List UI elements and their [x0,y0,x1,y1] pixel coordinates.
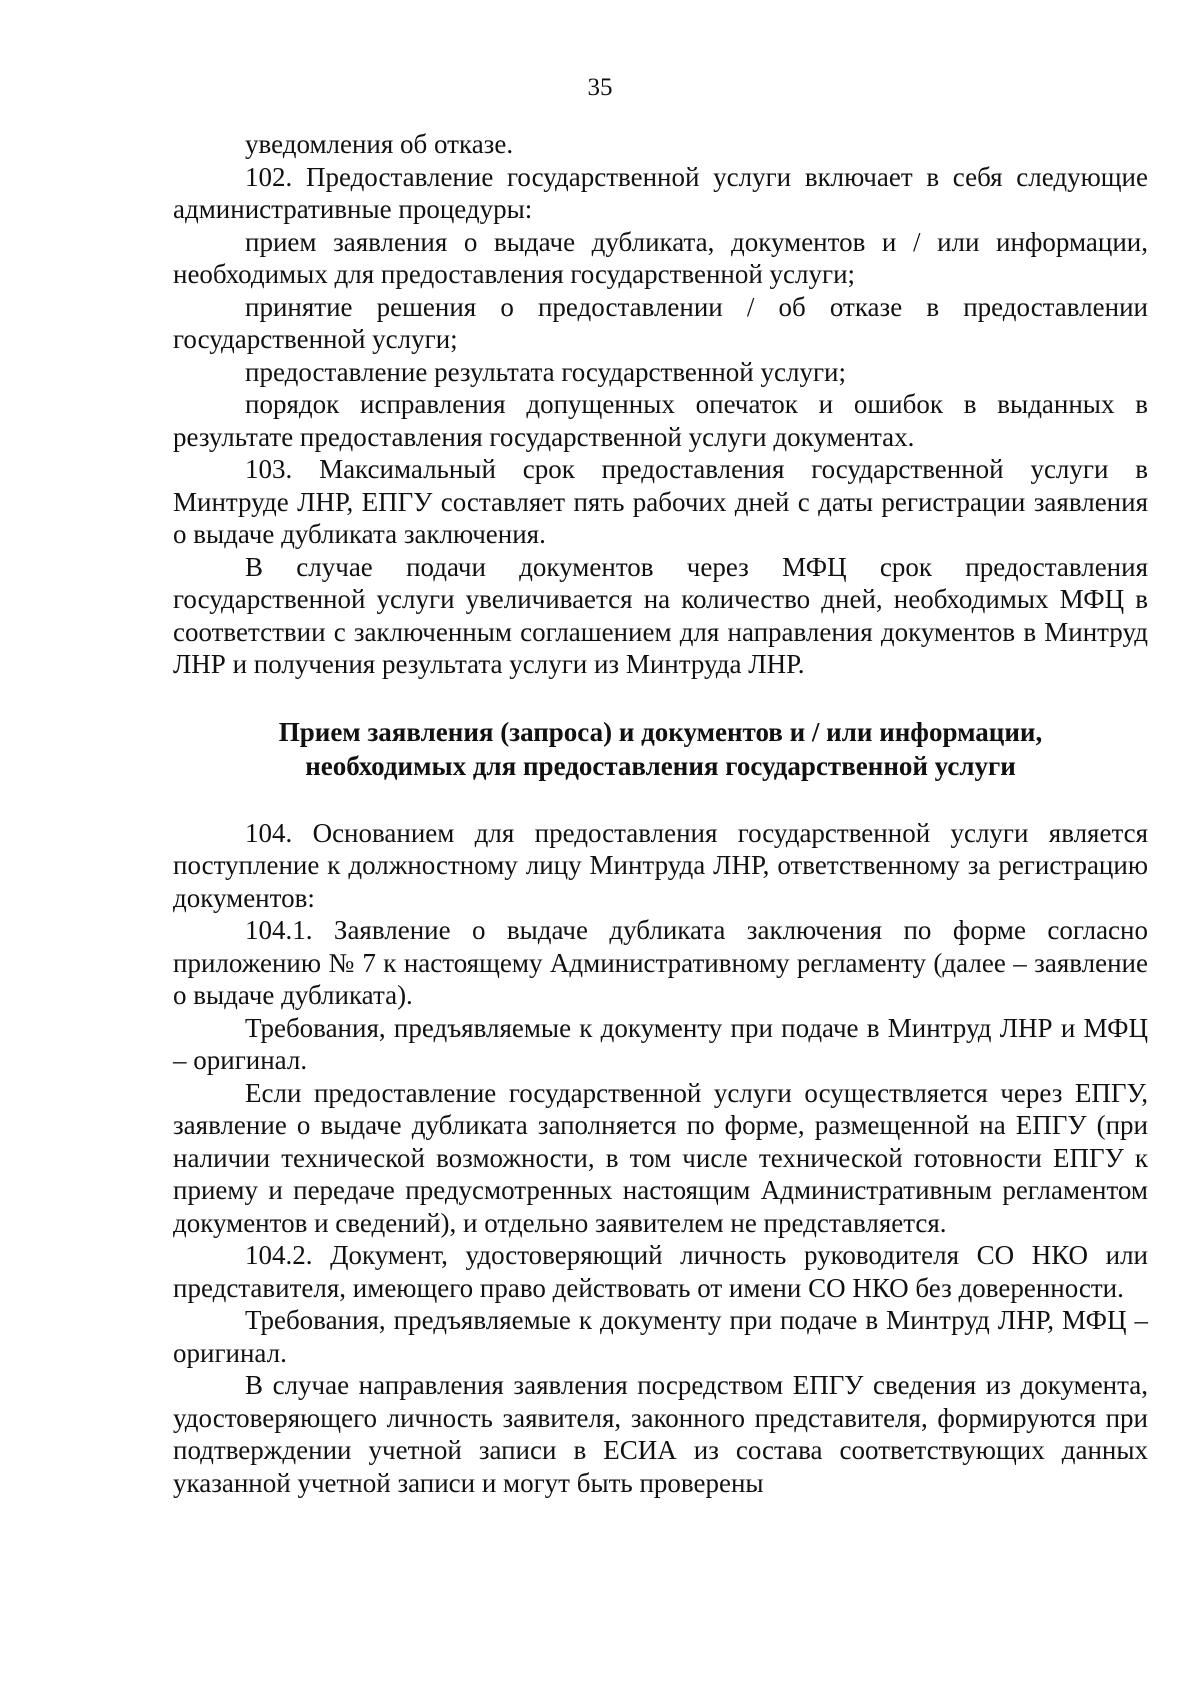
page-number: 35 [587,74,613,101]
paragraph-104-2: 104.2. Документ, удостоверяющий личность руководителя СО НКО или представителя, имеющего право действовать от имени СО НКО без доверенности. [173,1240,1148,1303]
document-body [173,128,1148,1499]
procedure-item-3: предоставление результата государственной услуги; [245,356,846,387]
paragraph-esia: В случае направления заявления посредством ЕПГУ сведения из документа, удостоверяющего личность заявителя, законного представителя, формируются при подтверждении учетной записи в ЕСИА из состава соответствующих данных указанной учетной записи и могут быть проверены [173,1370,1148,1498]
paragraph-requirements-2: Требования, предъявляемые к документу при подаче в Минтруд ЛНР, МФЦ – оригинал. [173,1305,1148,1368]
procedure-item-4: порядок исправления допущенных опечаток и ошибок в выданных в результате предоставления государственной услуги документах. [173,389,1148,452]
paragraph-requirements-1: Требования, предъявляемые к документу при подаче в Минтруд ЛНР и МФЦ – оригинал. [173,1012,1148,1075]
paragraph-104-1: 104.1. Заявление о выдаче дубликата заключения по форме согласно приложению № 7 к настоящему Административному регламенту (далее – заявление о выдаче дубликата). [173,915,1148,1010]
section-heading-line-1: Прием заявления (запроса) и документов и / или информации, [278,716,1043,747]
paragraph-continuation: уведомления об отказе. [245,129,514,159]
procedure-item-2: принятие решения о предоставлении / об отказе в предоставлении государственной услуги; [173,291,1148,354]
paragraph-103: 103. Максимальный срок предоставления государственной услуги в Минтруде ЛНР, ЕПГУ составляет пять рабочих дней с даты регистрации заявления о выдаче дубликата заключения. [173,454,1148,549]
paragraph-104: 104. Основанием для предоставления государственной услуги является поступление к должностному лицу Минтруда ЛНР, ответственному за регистрацию документов: [173,817,1148,913]
paragraph-102: 102. Предоставление государственной услуги включает в себя следующие административные процедуры: [173,161,1148,224]
section-heading [173,715,1148,783]
procedure-item-1: прием заявления о выдаче дубликата, документов и / или информации, необходимых для предоставления государственной услуги; [173,226,1148,289]
paragraph-mfc-term: В случае подачи документов через МФЦ срок предоставления государственной услуги увеличивается на количество дней, необходимых МФЦ в соответствии с заключенным соглашением для направления документов в Минтруд ЛНР и получения результата услуги из Минтруда ЛНР. [173,551,1148,679]
paragraph-epgu-form: Если предоставление государственной услуги осуществляется через ЕПГУ, заявление о выдаче дубликата заполняется по форме, размещенной на ЕПГУ (при наличии технической возможности, в том числе технической готовности ЕПГУ к приему и передаче предусмотренных настоящим Административным регламентом документов и сведений), и отдельно заявителем не представляется. [173,1077,1148,1238]
section-heading-line-2: необходимых для предоставления государственной услуги [305,750,1016,781]
